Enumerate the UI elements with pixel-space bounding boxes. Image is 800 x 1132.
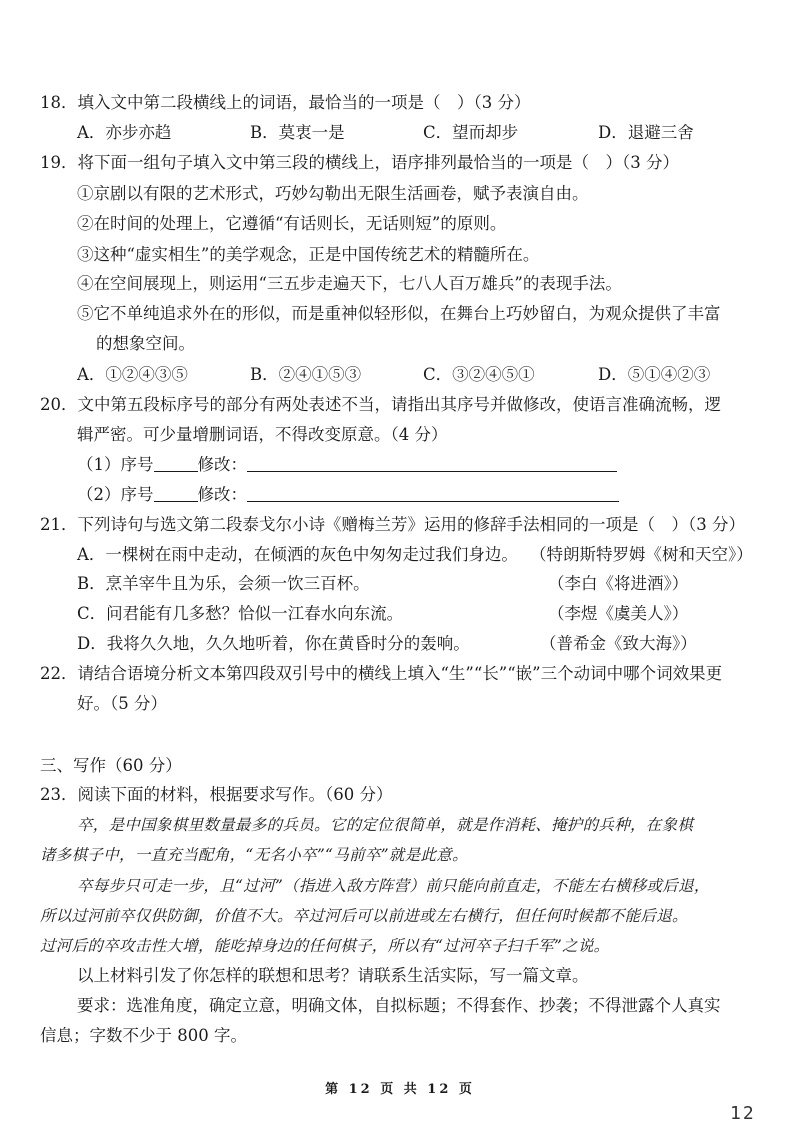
q19-option-b: B．②④①⑤③ — [250, 365, 362, 384]
q19-option-c: C．③②④⑤① — [423, 365, 535, 384]
q19-item-1: ①京剧以有限的艺术形式，巧妙勾勒出无限生活画卷，赋予表演自由。 — [77, 184, 589, 203]
q21-option-a-source: （特朗斯特罗姆《树和天空》） — [530, 545, 753, 564]
q19-option-a: A．①②④③⑤ — [77, 365, 188, 384]
material-line-5: 过河后的卒攻击性大增，能吃掉身边的任何棋子，所以有“过河卒子扫千军”之说。 — [40, 937, 610, 955]
writing-section-title: 三、写作（60 分） — [40, 756, 182, 775]
writing-requirements-line1: 要求：选准角度，确定立意，明确文体，自拟标题；不得套作、抄袭；不得泄露个人真实 — [77, 996, 721, 1015]
q21-stem: 21．下列诗句与选文第二段泰戈尔小诗《赠梅兰芳》运用的修辞手法相同的一项是（ ）（3 分） — [40, 515, 745, 534]
q18-option-d: D．退避三舍 — [598, 123, 694, 142]
q20-line2-number-blank[interactable] — [154, 485, 198, 502]
q20-answer-row-2 — [77, 485, 619, 505]
q21-option-a-text: A．一棵树在雨中走动，在倾洒的灰色中匆匆走过我们身边。 — [77, 545, 518, 564]
q21-option-d-text: D．我将久久地，久久地听着，你在黄昏时分的轰响。 — [77, 634, 470, 653]
q19-item-5: ⑤它不单纯追求外在的形似，而是重神似轻形似，在舞台上巧妙留白，为观众提供了丰富 — [77, 304, 721, 323]
q20-line1-label: （1）序号 — [77, 455, 154, 474]
q19-item-5-cont: 的想象空间。 — [96, 334, 195, 353]
q21-option-d-source: （普希金《致大海》） — [540, 634, 697, 653]
material-line-2: 诸多棋子中，一直充当配角，“无名小卒”“马前卒”就是此意。 — [40, 846, 468, 864]
q21-option-c-text: C．问君能有几多愁？恰似一江春水向东流。 — [77, 604, 404, 623]
q19-item-2: ②在时间的处理上，它遵循“有话则长，无话则短”的原则。 — [77, 214, 507, 233]
q20-line1-fix-blank[interactable] — [247, 455, 617, 472]
q19-stem: 19．将下面一组句子填入文中第三段的横线上，语序排列最恰当的一项是（ ）（3 分） — [40, 153, 679, 172]
q19-item-4: ④在空间展现上，则运用“三五步走遍天下，七八人百万雄兵”的表现手法。 — [77, 274, 622, 293]
q23-stem: 23．阅读下面的材料，根据要求写作。（60 分） — [40, 785, 393, 804]
q21-option-c-source: （李煜《虞美人》） — [548, 604, 689, 623]
q20-line1-fix-label: 修改： — [197, 455, 247, 474]
q21-option-b-source: （李白《将进酒》） — [548, 574, 689, 593]
material-line-4: 所以过河前卒仅供防御，价值不大。卒过河后可以前进或左右横行，但任何时候都不能后退。 — [40, 907, 688, 925]
page-number: 12 — [730, 1103, 756, 1124]
q18-option-a: A．亦步亦趋 — [77, 123, 172, 142]
q19-option-d: D．⑤①④②③ — [598, 365, 711, 384]
q18-option-b: B．莫衷一是 — [250, 123, 345, 142]
q22-stem-line1: 22．请结合语境分析文本第四段双引号中的横线上填入“生”“长”“嵌”三个动词中哪个词效果更 — [40, 664, 723, 683]
q18-stem: 18．填入文中第二段横线上的词语，最恰当的一项是（ ）（3 分） — [40, 93, 531, 112]
q22-stem-line2: 好。（5 分） — [77, 694, 167, 713]
q20-line2-fix-blank[interactable] — [247, 485, 619, 502]
q19-item-3: ③这种“虚实相生”的美学观念，正是中国传统艺术的精髓所在。 — [77, 245, 540, 264]
material-line-3: 卒每步只可走一步，且“过河”（指进入敌方阵营）前只能向前直走，不能左右横移或后退， — [77, 877, 710, 895]
q20-stem-line1: 20．文中第五段标序号的部分有两处表述不当，请指出其序号并做修改，使语言准确流畅，逻 — [40, 395, 721, 414]
q20-line2-label: （2）序号 — [77, 485, 154, 504]
page-footer: 第 12 页 共 12 页 — [325, 1082, 475, 1097]
q20-line1-number-blank[interactable] — [154, 455, 198, 472]
material-line-1: 卒，是中国象棋里数量最多的兵员。它的定位很简单，就是作消耗、掩护的兵种，在象棋 — [77, 816, 694, 834]
q18-option-c: C．望而却步 — [423, 123, 519, 142]
q20-line2-fix-label: 修改： — [197, 485, 247, 504]
q20-answer-row-1 — [77, 455, 617, 475]
q21-option-b-text: B．烹羊宰牛且为乐，会须一饮三百杯。 — [77, 574, 370, 593]
writing-requirements-line2: 信息；字数不少于 800 字。 — [40, 1026, 247, 1045]
q20-stem-line2: 辑严密。可少量增删词语，不得改变原意。（4 分） — [77, 425, 448, 444]
writing-prompt: 以上材料引发了你怎样的联想和思考？请联系生活实际，写一篇文章。 — [77, 966, 589, 985]
